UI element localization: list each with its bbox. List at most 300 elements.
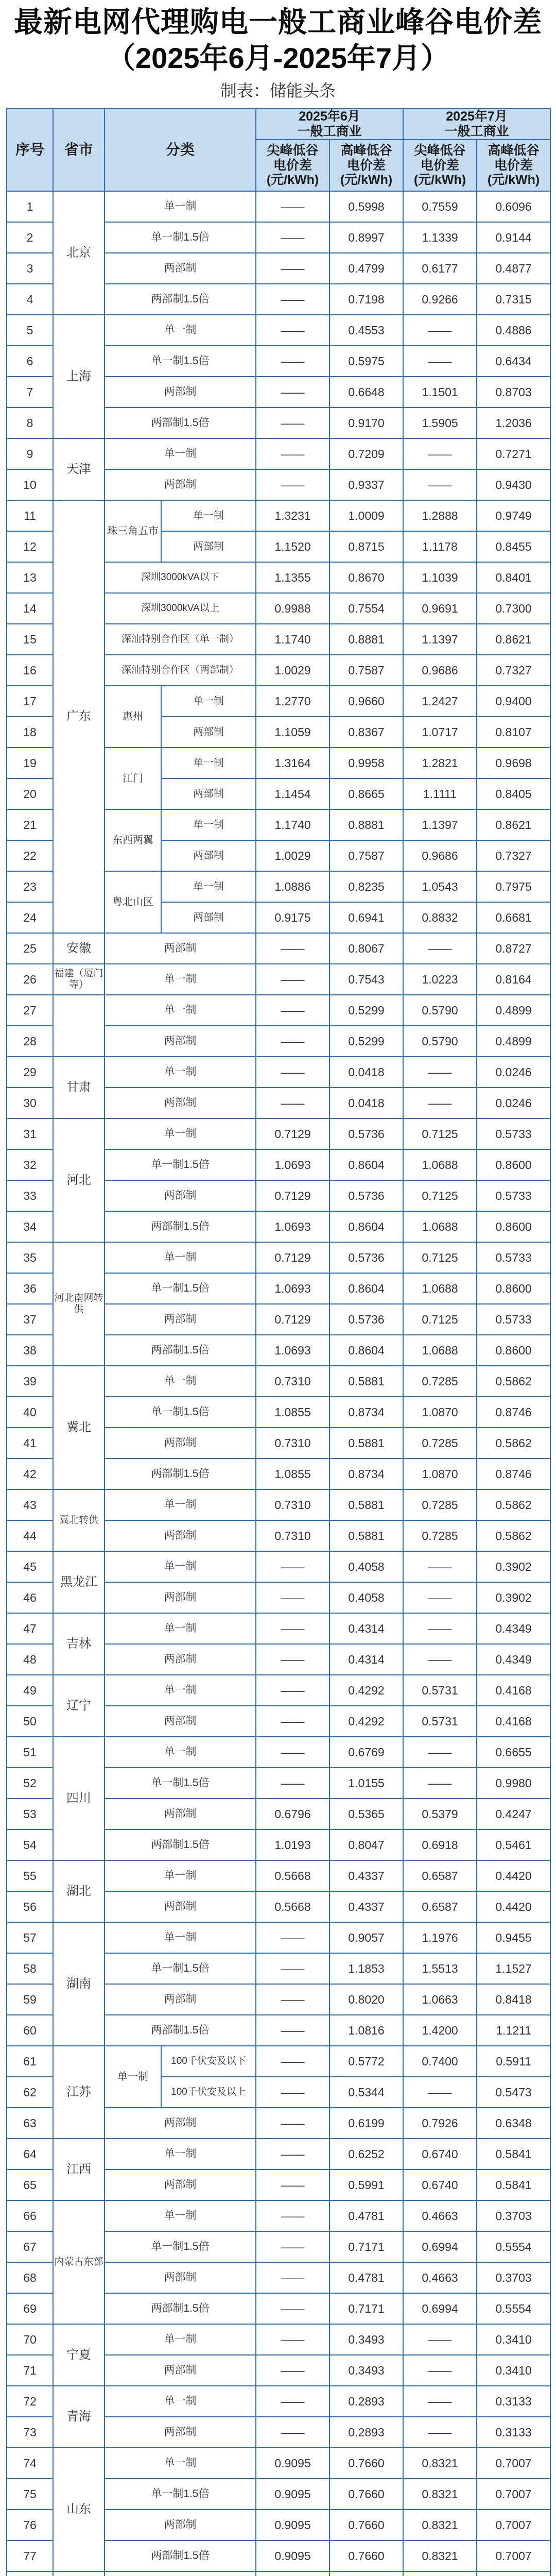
- page-header: [0, 0, 556, 108]
- june-high-low-value: 0.7198: [329, 284, 403, 315]
- june-peak-valley-value: 1.3164: [256, 748, 329, 778]
- june-high-low-value: 0.5881: [329, 1520, 403, 1551]
- june-high-low-value: 0.8020: [329, 1984, 403, 2015]
- june-peak-valley-value: ——: [256, 1984, 329, 2015]
- june-peak-valley-value: 0.9095: [256, 2479, 329, 2510]
- june-high-low-value: 0.9170: [329, 408, 403, 438]
- july-peak-valley-value: ——: [403, 469, 477, 500]
- row-index: 16: [7, 655, 53, 686]
- june-high-low-value: 0.5881: [329, 1489, 403, 1520]
- table-row: [7, 2386, 550, 2417]
- june-peak-valley-value: 1.0029: [256, 840, 329, 871]
- june-peak-valley-value: 1.3231: [256, 500, 329, 531]
- june-peak-valley-value: ——: [256, 1057, 329, 1088]
- category-cell: 两部制1.5倍: [105, 1335, 256, 1366]
- row-index: 5: [7, 315, 53, 346]
- june-peak-valley-value: ——: [256, 2170, 329, 2200]
- july-peak-valley-value: 0.6994: [403, 2293, 477, 2324]
- province-cell: 湖北: [53, 1860, 105, 1922]
- june-peak-valley-value: 1.2770: [256, 686, 329, 717]
- june-high-low-value: 0.6199: [329, 2108, 403, 2139]
- july-high-low-value: 0.4420: [477, 1891, 550, 1922]
- table-row: [7, 1057, 550, 1088]
- row-index: [7, 2571, 53, 2576]
- province-cell: [53, 995, 105, 1057]
- june-peak-valley-value: ——: [256, 2262, 329, 2293]
- sub-region-cell: 东西两翼: [105, 809, 161, 871]
- july-high-low-value: 0.8600: [477, 1149, 550, 1180]
- category-cell: 单一制: [161, 748, 256, 778]
- table-row: [7, 964, 550, 995]
- june-high-low-value: 0.0418: [329, 1088, 403, 1118]
- table-maker: 制表：储能头条: [220, 81, 336, 100]
- category-cell: 两部制: [105, 1891, 256, 1922]
- province-cell: 福建（厦门等）: [53, 964, 105, 995]
- june-peak-valley-value: 1.1740: [256, 624, 329, 655]
- june-high-low-value: 0.5736: [329, 1304, 403, 1335]
- june-peak-valley-value: 1.0855: [256, 1397, 329, 1428]
- june-peak-valley-value: 0.5668: [256, 1860, 329, 1891]
- july-high-low-value: 0.4420: [477, 1860, 550, 1891]
- june-peak-valley-value: ——: [256, 284, 329, 315]
- july-peak-valley-value: 0.9266: [403, 284, 477, 315]
- category-cell: 单一制1.5倍: [105, 1768, 256, 1799]
- june-peak-valley-value: ——: [256, 2324, 329, 2355]
- july-high-low-value: 0.3410: [477, 2355, 550, 2386]
- june-peak-valley-value: 1.1355: [256, 562, 329, 593]
- july-high-low-value: 0.4877: [477, 253, 550, 284]
- category-cell: 两部制: [161, 840, 256, 871]
- june-high-low-value: 0.8367: [329, 717, 403, 748]
- june-peak-valley-value: ——: [256, 1706, 329, 1737]
- row-index: 51: [7, 1737, 53, 1768]
- category-cell: 深圳3000kVA以下: [105, 562, 256, 593]
- july-peak-valley-value: 0.8321: [403, 2448, 477, 2479]
- row-index: 68: [7, 2262, 53, 2293]
- june-high-low-value: 0.7554: [329, 593, 403, 624]
- june-high-low-value: 0.8604: [329, 1335, 403, 1366]
- june-peak-valley-value: 1.0693: [256, 1273, 329, 1304]
- july-peak-valley-value: 1.0688: [403, 1211, 477, 1242]
- category-cell: 两部制1.5倍: [105, 2540, 256, 2571]
- july-high-low-value: 0.3410: [477, 2324, 550, 2355]
- july-peak-valley-value: 0.6740: [403, 2170, 477, 2200]
- row-index: 36: [7, 1273, 53, 1304]
- june-high-low-value: 0.6941: [329, 902, 403, 933]
- june-high-low-value: 0.4292: [329, 1675, 403, 1706]
- june-peak-valley-value: ——: [256, 1675, 329, 1706]
- july-peak-valley-value: 1.0543: [403, 871, 477, 902]
- july-high-low-value: 0.4349: [477, 1613, 550, 1644]
- june-high-low-value: 0.5881: [329, 1366, 403, 1397]
- row-index: 38: [7, 1335, 53, 1366]
- category-cell: 两部制: [105, 1088, 256, 1118]
- june-high-low-value: 0.7543: [329, 964, 403, 995]
- june-peak-valley-value: 0.7310: [256, 1520, 329, 1551]
- category-cell: 两部制: [105, 2355, 256, 2386]
- category-cell: 单一制1.5倍: [105, 222, 256, 253]
- july-high-low-value: 0.7975: [477, 871, 550, 902]
- june-high-low-value: 0.5975: [329, 346, 403, 377]
- july-peak-valley-value: 0.9686: [403, 655, 477, 686]
- july-peak-valley-value: 0.7125: [403, 1304, 477, 1335]
- row-index: 62: [7, 2077, 53, 2108]
- table-row: [7, 2046, 550, 2077]
- june-high-low-value: 0.8235: [329, 871, 403, 902]
- july-peak-valley-value: 0.7125: [403, 1180, 477, 1211]
- province-cell: 江西: [53, 2139, 105, 2200]
- july-high-low-value: 0.7327: [477, 655, 550, 686]
- category-cell: 单一制: [161, 871, 256, 902]
- july-peak-valley-value: 1.4200: [403, 2015, 477, 2046]
- july-high-low-value: 0.3703: [477, 2200, 550, 2231]
- june-high-low-value: 0.7587: [329, 840, 403, 871]
- category-cell: 两部制: [105, 1304, 256, 1335]
- july-high-low-value: 0.5554: [477, 2293, 550, 2324]
- june-high-low-value: 0.8734: [329, 1397, 403, 1428]
- category-cell: 两部制: [105, 1026, 256, 1057]
- july-peak-valley-value: 1.2821: [403, 748, 477, 778]
- july-peak-valley-value: 1.1501: [403, 377, 477, 408]
- row-index: 39: [7, 1366, 53, 1397]
- province-cell: 山东: [53, 2448, 105, 2571]
- category-cell: 两部制: [105, 1644, 256, 1675]
- june-high-low-value: 0.5299: [329, 995, 403, 1026]
- june-peak-valley-value: 1.0886: [256, 871, 329, 902]
- table-row: [7, 1242, 550, 1273]
- table-row: [7, 1551, 550, 1582]
- july-high-low-value: [477, 2571, 550, 2576]
- category-cell: 两部制: [105, 2108, 256, 2139]
- row-index: 60: [7, 2015, 53, 2046]
- july-high-low-value: 0.7007: [477, 2510, 550, 2540]
- july-peak-valley-value: 0.8321: [403, 2510, 477, 2540]
- july-peak-valley-value: 0.6994: [403, 2231, 477, 2262]
- province-cell: 青海: [53, 2386, 105, 2448]
- june-peak-valley-value: ——: [256, 995, 329, 1026]
- header-july-peak-valley: 尖峰低谷 电价差 (元/kWh): [403, 140, 477, 191]
- june-high-low-value: 0.5736: [329, 1242, 403, 1273]
- header-index: 序号: [7, 109, 53, 191]
- row-index: 73: [7, 2417, 53, 2448]
- row-index: 24: [7, 902, 53, 933]
- row-index: 8: [7, 408, 53, 438]
- july-high-low-value: 0.8405: [477, 778, 550, 809]
- july-peak-valley-value: ——: [403, 1768, 477, 1799]
- june-peak-valley-value: 0.5668: [256, 1891, 329, 1922]
- category-cell: 两部制: [161, 902, 256, 933]
- category-cell: 单一制: [105, 1860, 256, 1891]
- july-high-low-value: 0.6655: [477, 1737, 550, 1768]
- row-index: 34: [7, 1211, 53, 1242]
- june-high-low-value: 0.6252: [329, 2139, 403, 2170]
- category-cell: 两部制: [105, 2262, 256, 2293]
- july-peak-valley-value: 0.7125: [403, 1118, 477, 1149]
- june-high-low-value: 0.4292: [329, 1706, 403, 1737]
- page-title: 最新电网代理购电一般工商业峰谷电价差: [14, 6, 542, 38]
- june-high-low-value: 0.2893: [329, 2386, 403, 2417]
- july-high-low-value: 0.8600: [477, 1273, 550, 1304]
- july-high-low-value: 0.5733: [477, 1304, 550, 1335]
- category-cell: 单一制: [105, 315, 256, 346]
- july-high-low-value: 0.8621: [477, 809, 550, 840]
- july-peak-valley-value: 1.1397: [403, 624, 477, 655]
- province-cell: 广东: [53, 500, 105, 933]
- row-index: 11: [7, 500, 53, 531]
- june-high-low-value: 0.4337: [329, 1860, 403, 1891]
- province-cell: 冀北: [53, 1366, 105, 1489]
- july-high-low-value: 0.4886: [477, 315, 550, 346]
- june-peak-valley-value: 0.7310: [256, 1489, 329, 1520]
- header-category: 分类: [105, 109, 256, 191]
- june-high-low-value: 0.0418: [329, 1057, 403, 1088]
- june-peak-valley-value: ——: [256, 1922, 329, 1953]
- category-cell: 单一制: [105, 1551, 256, 1582]
- table-row: [7, 2200, 550, 2231]
- category-cell: 单一制1.5倍: [105, 1397, 256, 1428]
- category-cell: 单一制: [161, 500, 256, 531]
- july-peak-valley-value: 0.5379: [403, 1799, 477, 1829]
- row-index: 17: [7, 686, 53, 717]
- july-high-low-value: 0.8418: [477, 1984, 550, 2015]
- july-peak-valley-value: 0.6918: [403, 1829, 477, 1860]
- july-high-low-value: 0.5841: [477, 2170, 550, 2200]
- july-high-low-value: 0.8164: [477, 964, 550, 995]
- june-peak-valley-value: 0.7129: [256, 1304, 329, 1335]
- row-index: 56: [7, 1891, 53, 1922]
- june-high-low-value: 0.4799: [329, 253, 403, 284]
- july-high-low-value: 0.8621: [477, 624, 550, 655]
- june-peak-valley-value: 0.9095: [256, 2540, 329, 2571]
- category-cell: 两部制1.5倍: [105, 284, 256, 315]
- row-index: 35: [7, 1242, 53, 1273]
- category-cell: 深汕特别合作区（单一制）: [105, 624, 256, 655]
- province-cell: 天津: [53, 438, 105, 500]
- row-index: 42: [7, 1459, 53, 1489]
- july-peak-valley-value: 1.0717: [403, 717, 477, 748]
- june-peak-valley-value: ——: [256, 2355, 329, 2386]
- july-peak-valley-value: ——: [403, 1613, 477, 1644]
- june-peak-valley-value: ——: [256, 2417, 329, 2448]
- july-peak-valley-value: 0.7285: [403, 1428, 477, 1459]
- row-index: 53: [7, 1799, 53, 1829]
- july-high-low-value: 0.3902: [477, 1582, 550, 1613]
- june-peak-valley-value: ——: [256, 1953, 329, 1984]
- table-row: [7, 2139, 550, 2170]
- july-peak-valley-value: 1.2888: [403, 500, 477, 531]
- june-high-low-value: 0.5365: [329, 1799, 403, 1829]
- header-june-peak-valley: 尖峰低谷 电价差 (元/kWh): [256, 140, 329, 191]
- july-high-low-value: 0.9430: [477, 469, 550, 500]
- province-cell: [53, 2571, 105, 2576]
- june-peak-valley-value: 1.0693: [256, 1149, 329, 1180]
- june-high-low-value: 0.7171: [329, 2293, 403, 2324]
- row-index: 55: [7, 1860, 53, 1891]
- header-july-high-low: 高峰低谷 电价差 (元/kWh): [477, 140, 550, 191]
- row-index: 32: [7, 1149, 53, 1180]
- june-peak-valley-value: ——: [256, 1026, 329, 1057]
- july-high-low-value: 0.9980: [477, 1768, 550, 1799]
- june-high-low-value: 0.8604: [329, 1211, 403, 1242]
- july-high-low-value: 0.5733: [477, 1180, 550, 1211]
- sub-region-cell: 珠三角五市: [105, 500, 161, 562]
- july-high-low-value: 0.7007: [477, 2479, 550, 2510]
- table-row: [7, 1613, 550, 1644]
- june-peak-valley-value: 0.9095: [256, 2510, 329, 2540]
- july-peak-valley-value: 0.6587: [403, 1891, 477, 1922]
- june-peak-valley-value: 1.1059: [256, 717, 329, 748]
- category-cell: 两部制: [105, 1984, 256, 2015]
- june-peak-valley-value: ——: [256, 1768, 329, 1799]
- june-high-low-value: [329, 2571, 403, 2576]
- june-high-low-value: 0.5299: [329, 1026, 403, 1057]
- june-peak-valley-value: 0.7310: [256, 1366, 329, 1397]
- category-cell: 单一制: [105, 191, 256, 222]
- june-high-low-value: 0.5772: [329, 2046, 403, 2077]
- july-peak-valley-value: 1.0223: [403, 964, 477, 995]
- june-high-low-value: 0.4314: [329, 1644, 403, 1675]
- table-row: [7, 1118, 550, 1149]
- row-index: 45: [7, 1551, 53, 1582]
- june-high-low-value: 1.0009: [329, 500, 403, 531]
- june-high-low-value: 0.7587: [329, 655, 403, 686]
- category-cell: 两部制1.5倍: [105, 1211, 256, 1242]
- june-peak-valley-value: ——: [256, 2293, 329, 2324]
- june-high-low-value: 0.5998: [329, 191, 403, 222]
- july-peak-valley-value: ——: [403, 1644, 477, 1675]
- june-high-low-value: 0.9057: [329, 1922, 403, 1953]
- category-cell: 单一制: [105, 1737, 256, 1768]
- july-peak-valley-value: 1.1039: [403, 562, 477, 593]
- june-peak-valley-value: 1.0693: [256, 1211, 329, 1242]
- june-peak-valley-value: ——: [256, 469, 329, 500]
- june-high-low-value: 0.7171: [329, 2231, 403, 2262]
- july-peak-valley-value: 1.0663: [403, 1984, 477, 2015]
- sub-category-cell: 单一制: [105, 2046, 161, 2108]
- july-high-low-value: 0.8746: [477, 1459, 550, 1489]
- category-cell: 单一制: [105, 2324, 256, 2355]
- july-high-low-value: 1.2036: [477, 408, 550, 438]
- category-cell: 两部制: [105, 253, 256, 284]
- category-cell: 单一制1.5倍: [105, 1953, 256, 1984]
- category-cell: 两部制: [105, 1706, 256, 1737]
- row-index: 40: [7, 1397, 53, 1428]
- row-index: 74: [7, 2448, 53, 2479]
- july-peak-valley-value: 1.5513: [403, 1953, 477, 1984]
- july-peak-valley-value: 0.9686: [403, 840, 477, 871]
- july-high-low-value: 0.9400: [477, 686, 550, 717]
- row-index: 13: [7, 562, 53, 593]
- july-peak-valley-value: 1.1111: [403, 778, 477, 809]
- june-peak-valley-value: ——: [256, 2386, 329, 2417]
- july-high-low-value: 0.8600: [477, 1211, 550, 1242]
- row-index: 61: [7, 2046, 53, 2077]
- category-cell: 两部制: [105, 1180, 256, 1211]
- july-peak-valley-value: 1.0688: [403, 1273, 477, 1304]
- category-cell: 单一制1.5倍: [105, 346, 256, 377]
- july-high-low-value: 0.8703: [477, 377, 550, 408]
- june-peak-valley-value: 0.7129: [256, 1180, 329, 1211]
- row-index: 58: [7, 1953, 53, 1984]
- july-peak-valley-value: 1.1178: [403, 531, 477, 562]
- july-peak-valley-value: 0.5731: [403, 1706, 477, 1737]
- category-cell: 单一制1.5倍: [105, 1149, 256, 1180]
- category-cell: 单一制: [105, 964, 256, 995]
- table-row: [7, 191, 550, 222]
- july-peak-valley-value: 1.5905: [403, 408, 477, 438]
- june-peak-valley-value: ——: [256, 2108, 329, 2139]
- category-cell: 单一制1.5倍: [105, 2231, 256, 2262]
- july-high-low-value: 0.8727: [477, 933, 550, 964]
- category-cell: 两部制1.5倍: [105, 1459, 256, 1489]
- row-index: 41: [7, 1428, 53, 1459]
- province-cell: 北京: [53, 191, 105, 315]
- row-index: 52: [7, 1768, 53, 1799]
- category-cell: 两部制: [105, 1799, 256, 1829]
- july-high-low-value: 0.3133: [477, 2417, 550, 2448]
- category-cell: 100千伏安及以上: [161, 2077, 256, 2108]
- row-index: 6: [7, 346, 53, 377]
- header-july: 2025年7月 一般工商业: [403, 109, 550, 140]
- june-high-low-value: 0.4781: [329, 2262, 403, 2293]
- july-peak-valley-value: 0.7559: [403, 191, 477, 222]
- july-high-low-value: 0.5862: [477, 1366, 550, 1397]
- row-index: 72: [7, 2386, 53, 2417]
- category-cell: 单一制: [105, 2139, 256, 2170]
- category-cell: 两部制: [105, 1582, 256, 1613]
- july-high-low-value: 0.9455: [477, 1922, 550, 1953]
- june-peak-valley-value: ——: [256, 2046, 329, 2077]
- category-cell: 两部制1.5倍: [105, 1829, 256, 1860]
- row-index: 29: [7, 1057, 53, 1088]
- june-high-low-value: 0.8604: [329, 1149, 403, 1180]
- category-cell: 单一制: [105, 2448, 256, 2479]
- sub-region-cell: 粤北山区: [105, 871, 161, 933]
- june-peak-valley-value: ——: [256, 315, 329, 346]
- june-high-low-value: 0.8715: [329, 531, 403, 562]
- row-index: 48: [7, 1644, 53, 1675]
- july-high-low-value: 0.6681: [477, 902, 550, 933]
- province-cell: 辽宁: [53, 1675, 105, 1737]
- june-high-low-value: 0.8881: [329, 624, 403, 655]
- row-index: 44: [7, 1520, 53, 1551]
- july-peak-valley-value: 1.0688: [403, 1335, 477, 1366]
- province-cell: 甘肃: [53, 1057, 105, 1118]
- category-cell: [105, 2571, 256, 2576]
- june-high-low-value: 0.8067: [329, 933, 403, 964]
- july-high-low-value: 0.7327: [477, 840, 550, 871]
- july-peak-valley-value: ——: [403, 346, 477, 377]
- row-index: 10: [7, 469, 53, 500]
- july-high-low-value: 0.5841: [477, 2139, 550, 2170]
- july-high-low-value: 0.8600: [477, 1335, 550, 1366]
- july-peak-valley-value: 1.1976: [403, 1922, 477, 1953]
- row-index: 77: [7, 2540, 53, 2571]
- june-high-low-value: 0.8734: [329, 1459, 403, 1489]
- june-high-low-value: 0.8047: [329, 1829, 403, 1860]
- june-peak-valley-value: 1.1454: [256, 778, 329, 809]
- province-cell: 四川: [53, 1737, 105, 1860]
- province-cell: 黑龙江: [53, 1551, 105, 1613]
- category-cell: 两部制: [161, 778, 256, 809]
- category-cell: 单一制: [105, 1057, 256, 1088]
- june-peak-valley-value: ——: [256, 1737, 329, 1768]
- row-index: 27: [7, 995, 53, 1026]
- row-index: 37: [7, 1304, 53, 1335]
- row-index: 21: [7, 809, 53, 840]
- row-index: 18: [7, 717, 53, 748]
- province-cell: 上海: [53, 315, 105, 438]
